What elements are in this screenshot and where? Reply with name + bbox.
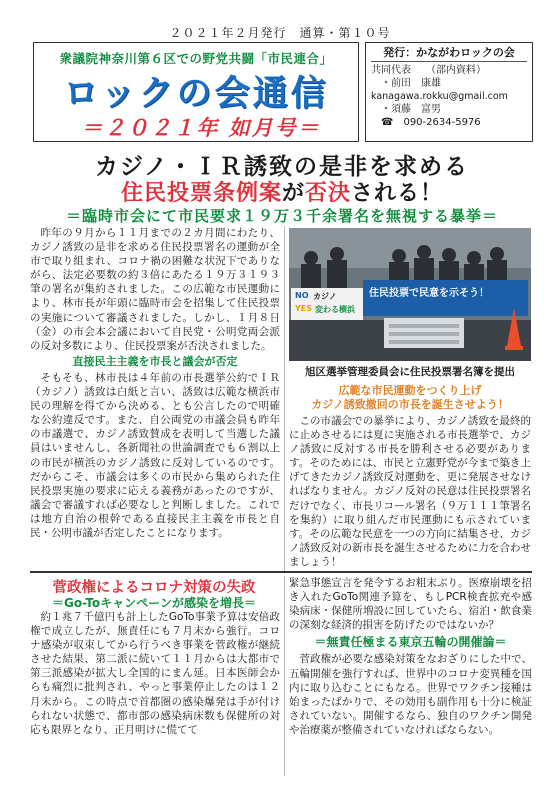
article-subheading-1: 広範な市民運動をつくり上げ xyxy=(338,384,482,397)
rally-photo xyxy=(289,228,531,361)
banner-no-text: NO xyxy=(295,291,309,300)
publisher-header: 発行：かながわロックの会 xyxy=(371,46,527,62)
section-divider xyxy=(30,571,532,573)
article-paragraph-1: 昨年の９月から１１月までの２カ月間にわたり、カジノ誘致の是非を求める住民投票署名の運動が全市で取り組まれ、コロナ禍の困難な状況下でありながら、法定必要数の約３倍にあたる１９万３１９３筆の署名が集約されました。この広範な市民運動により、林市長が年頭に臨時市会を招集して住民投票の実施について審議されました。しかし、１月８日（金）の市会本会議において自民党・公明党両会派の反対多数により、住民投票案が否決されました。 xyxy=(30,227,280,352)
headline-end: される！ xyxy=(351,181,444,206)
headline-red-2: 否決 xyxy=(305,181,352,206)
headline-line2 xyxy=(32,176,532,207)
article-body: この市議会での暴挙により、カジノ誘致を最終的に止めさせるには夏に実施される市長選挙で、カジノ誘致に反対する市長を勝利させる必要があります。そのためには、市民と立憲野党が今まで築き上げてきたカジノ誘致反対運動を、更に発展させなければなりません。カジノ反対の民意は住民投票署名だけでなく、市長リコール署名（９万１１１筆署名を集約）に取り組んだ市民運動にも示されています。その広範な民意を一つの方向に結集させ、カジノ誘致反対の新市長を誕生させるために力を合わせましょう！ xyxy=(289,415,531,568)
corona-body-left: 約１兆７千億円も計上したGoTo事業予算は安倍政権で成立したが、無責任にも７月末から強行。コロナ感染が収束してから行うべき事業を菅政権が継続させた結果、第二派に続いて１１月からは大都市で第三派感染が拡大し全国的にまん延。日本医師会からも痛烈に批判され、やっと事業停止したのは１２月末から。この時点で首都圏の感染爆発は手が付けられない状態で、都市部の感染病床数も保健所の対応も限界となり、正月明けに慌てて xyxy=(30,611,280,736)
headline-line1: カジノ・ＩＲ誘致の是非を求める xyxy=(94,154,470,180)
banner-vote-text: 住民投票で民意を示そう！ xyxy=(369,288,489,299)
column-divider-2 xyxy=(284,576,285,776)
photo-caption: 旭区選挙管理委員会に住民投票署名簿を提出 xyxy=(305,366,515,378)
olympics-body: 菅政権が必要な感染対策をなおざりにした中で、五輪開催を強行すれば、世界中のコロナ変異種を国内に取り込むことにもなる。世界でワクチン接種は始まったばかりで、その効用も副作用も十分に検証されていない。開催するなら、独自のワクチン開発や治療薬が整備されていなければならない。 xyxy=(289,653,532,736)
column-divider xyxy=(284,226,285,571)
newsletter-title: ロックの会通信 xyxy=(63,74,329,114)
representative-1: ・前田 康雄 xyxy=(381,78,441,89)
olympics-subtitle: ＝無責任極まる東京五輪の開催論＝ xyxy=(314,635,507,650)
article-paragraph-2: そもそも、林市長は４年前の市長選挙公約でＩＲ（カジノ）誘致は白紙と言い、誘致は広範な横浜市民の理解を得てから決める、とも公言したので明確な公約違反です。また、自公両党の市議会員も昨年の市議選で、カジノ誘致賛成を表明して当選した議員はいませんし、各新聞社の世論調査でも６割以上の市民が横浜のカジノ誘致に反対しているのです。だからこそ、市議会は多くの市民から集められた住民投票実施の要求に応える義務があったのですが、議会で審議すれば必要なしと判断しました。これでは地方自治の根幹である直接民主主義を市長と自民・公明市議が否定したことになります。 xyxy=(30,371,280,539)
representative-2: ・須藤 富男 xyxy=(381,104,441,115)
contact-email[interactable]: kanagawa.rokku@gmail.com xyxy=(371,91,508,102)
corona-article-left xyxy=(30,610,280,737)
masthead-subtitle: 衆議院神奈川第６区での野党共闘「市民連合」 xyxy=(59,51,333,66)
corona-subtitle: ＝Go-Toキャンペーンが感染を増長＝ xyxy=(52,596,256,610)
issue-month: ＝２０２１年 如月号＝ xyxy=(81,115,321,140)
issue-line: ２０２１年２月発行 通算・第１０号 xyxy=(169,26,391,40)
banner-yokohama-text: 変わる横浜 xyxy=(315,305,355,314)
headline-particle: が xyxy=(281,181,305,206)
article-subheading: 直接民主主義を市長と議会が否定 xyxy=(72,354,238,368)
banner-casino-text: カジノ xyxy=(313,292,337,301)
article-subheading-2: カジノ誘致撤回の市長を誕生させよう！ xyxy=(311,398,509,411)
contact-phone: ☎ 090-2634-5976 xyxy=(381,117,481,128)
banner-yes-text: YES xyxy=(295,304,313,313)
article-mayor-election xyxy=(289,384,531,569)
corona-article-right xyxy=(289,576,532,737)
corona-title: 菅政権によるコロナ対策の失政 xyxy=(52,580,256,596)
representatives-label: 共同代表 （部内資料） xyxy=(371,65,486,76)
headline-subtitle: ＝臨時市会にて市民要求１９万３千余署名を無視する暴挙＝ xyxy=(65,207,498,225)
publisher-box xyxy=(365,42,533,142)
article-casino-vote xyxy=(30,226,280,540)
corona-body-right: 緊急事態宣言を発令するお粗末ぶり。医療崩壊を招き入れたGoTo関連予算を、もしPCR検査拡充や感染病床・保健所増設に回していたら、宿泊・飲食業の深刻な経済的損害を防げたのではないか？ xyxy=(289,577,532,632)
headline-red-1: 住民投票条例案 xyxy=(120,181,282,206)
